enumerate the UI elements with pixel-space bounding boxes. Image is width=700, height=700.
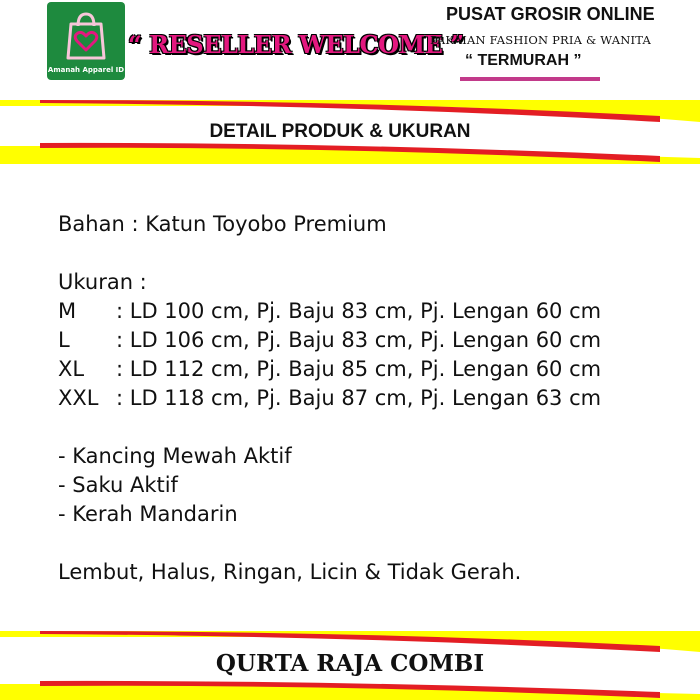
termurah-label: “ TERMURAH ”: [465, 52, 582, 69]
size-row-xxl: [58, 384, 688, 413]
feature-item: - Saku Aktif: [58, 473, 178, 497]
reseller-welcome-heading: “ RESELLER WELCOME ”: [128, 30, 464, 59]
size-code: M: [58, 299, 77, 323]
product-name-banner: [0, 628, 700, 700]
material-line: Bahan : Katun Toyobo Premium: [58, 212, 387, 236]
size-row-m: [58, 297, 688, 326]
detail-banner-title: DETAIL PRODUK & UKURAN: [209, 121, 471, 142]
size-row-xl: [58, 355, 688, 384]
size-code: XXL: [58, 386, 99, 410]
product-name-title: QURTA RAJA COMBI: [215, 650, 485, 677]
sizes-label: Ukuran :: [58, 270, 147, 294]
size-row-l: [58, 326, 688, 355]
size-spec: : LD 106 cm, Pj. Baju 83 cm, Pj. Lengan 60 cm: [116, 328, 602, 352]
product-details: [58, 210, 688, 587]
pusat-grosir-heading: PUSAT GROSIR ONLINE: [446, 4, 655, 24]
brand-logo: [47, 2, 125, 80]
logo-text: Amanah Apparel ID: [47, 66, 125, 74]
size-spec: : LD 100 cm, Pj. Baju 83 cm, Pj. Lengan 60 cm: [116, 299, 602, 323]
detail-banner: [0, 96, 700, 168]
size-code: L: [58, 328, 70, 352]
termurah-underline: [460, 77, 600, 81]
size-spec: : LD 118 cm, Pj. Baju 87 cm, Pj. Lengan 63 cm: [116, 386, 602, 410]
size-spec: : LD 112 cm, Pj. Baju 85 cm, Pj. Lengan 60 cm: [116, 357, 602, 381]
feature-item: - Kerah Mandarin: [58, 502, 238, 526]
tagline: Lembut, Halus, Ringan, Licin & Tidak Gerah.: [58, 560, 522, 584]
feature-item: - Kancing Mewah Aktif: [58, 444, 292, 468]
pakaian-subheading: PAKAIAN FASHION PRIA & WANITA: [430, 33, 651, 47]
size-code: XL: [58, 357, 85, 381]
